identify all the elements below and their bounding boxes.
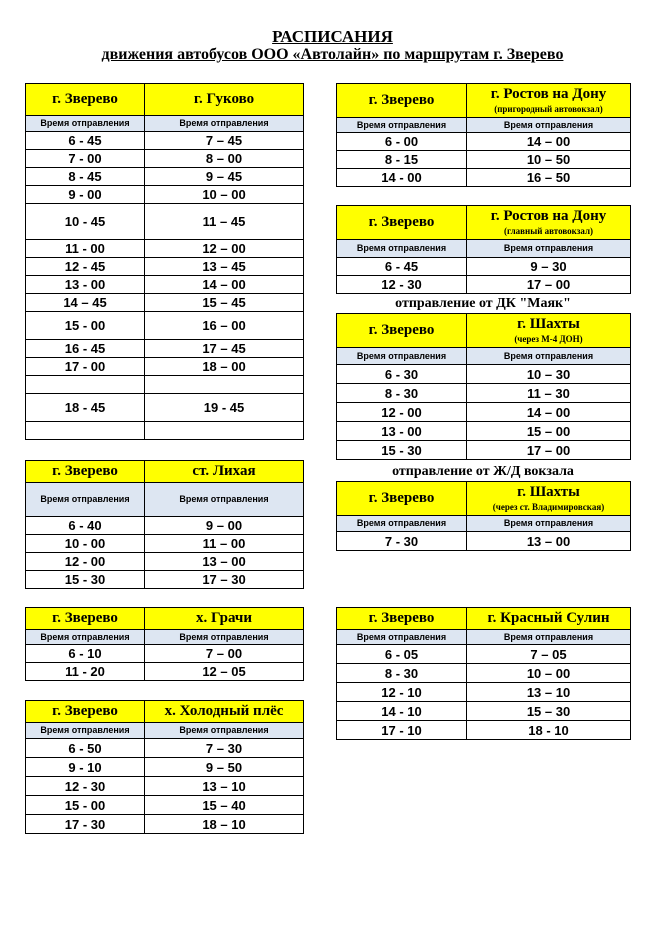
destination-note: (через ст. Владимировская): [492, 501, 605, 512]
table-row: [26, 312, 304, 340]
arrival-time: 17 – 45: [145, 340, 304, 358]
table-row: [26, 571, 304, 589]
departure-label: Время отправления: [26, 116, 145, 132]
table-row: [26, 358, 304, 376]
departure-label: Время отправления: [26, 630, 145, 645]
arrival-time: 13 – 00: [145, 553, 304, 571]
destination-header: х. Грачи: [145, 608, 304, 630]
table-row: [337, 403, 631, 422]
table-row: [26, 150, 304, 168]
table-grachi: [25, 607, 304, 681]
departure-time: 14 - 00: [337, 169, 467, 187]
departure-time: 6 - 05: [337, 645, 467, 664]
table-row: [26, 758, 304, 777]
origin-header: г. Зверево: [26, 608, 145, 630]
departure-time: 14 – 45: [26, 294, 145, 312]
origin-header: г. Зверево: [26, 84, 145, 116]
arrival-time: 7 – 45: [145, 132, 304, 150]
arrival-label: Время отправления: [467, 348, 631, 365]
destination-note: (пригородный автовокзал): [494, 103, 603, 114]
departure-time: 8 - 30: [337, 664, 467, 683]
departure-time: 8 - 15: [337, 151, 467, 169]
table-row: [337, 384, 631, 403]
arrival-time: 19 - 45: [145, 394, 304, 422]
departure-time: 12 - 00: [26, 553, 145, 571]
table-row: [26, 535, 304, 553]
origin-header: г. Зверево: [337, 314, 467, 348]
table-row: [26, 517, 304, 535]
table-row: [26, 663, 304, 681]
table-row: [26, 186, 304, 204]
arrival-time: 10 – 30: [467, 365, 631, 384]
departure-time: 6 - 45: [337, 258, 467, 276]
table-row: [26, 777, 304, 796]
table-shakhty-m4: [336, 313, 631, 460]
departure-label: Время отправления: [337, 118, 467, 133]
arrival-time: 9 – 45: [145, 168, 304, 186]
table-row: [337, 169, 631, 187]
arrival-time: 18 – 10: [145, 815, 304, 834]
departure-label: Время отправления: [337, 630, 467, 645]
arrival-time: 14 – 00: [145, 276, 304, 294]
arrival-label: Время отправления: [467, 118, 631, 133]
departure-time: 6 - 10: [26, 645, 145, 663]
table-rostov-glav: [336, 205, 631, 294]
departure-time: 18 - 45: [26, 394, 145, 422]
table-likhaya: [25, 460, 304, 589]
destination-header: [467, 84, 631, 118]
table-row: [26, 132, 304, 150]
departure-label: Время отправления: [337, 348, 467, 365]
departure-time: 12 - 45: [26, 258, 145, 276]
arrival-time: 17 – 00: [467, 276, 631, 294]
departure-time: 12 - 00: [337, 403, 467, 422]
table-row: [26, 739, 304, 758]
arrival-time: 7 – 05: [467, 645, 631, 664]
table-row: [337, 258, 631, 276]
arrival-time: 7 – 00: [145, 645, 304, 663]
arrival-time: 15 – 30: [467, 702, 631, 721]
arrival-time: 17 – 30: [145, 571, 304, 589]
departure-time: 12 - 30: [337, 276, 467, 294]
arrival-time: 14 – 00: [467, 133, 631, 151]
departure-time: 6 - 40: [26, 517, 145, 535]
departure-time: 11 - 00: [26, 240, 145, 258]
arrival-time: 16 – 00: [145, 312, 304, 340]
departure-time: 7 - 00: [26, 150, 145, 168]
departure-time: 15 - 00: [26, 312, 145, 340]
departure-time: 9 - 00: [26, 186, 145, 204]
table-row: [337, 151, 631, 169]
departure-time: 6 - 50: [26, 739, 145, 758]
table-shakhty-vlad: [336, 481, 631, 551]
destination-header: [467, 482, 631, 516]
origin-header: г. Зверево: [26, 461, 145, 483]
arrival-time: [145, 422, 304, 440]
destination-name: г. Ростов на Дону: [490, 85, 607, 102]
departure-time: 17 - 00: [26, 358, 145, 376]
arrival-time: 9 – 30: [467, 258, 631, 276]
table-row: [337, 422, 631, 441]
destination-name: г. Ростов на Дону: [490, 207, 607, 224]
arrival-time: 11 – 00: [145, 535, 304, 553]
departure-time: 9 - 10: [26, 758, 145, 777]
departure-time: 12 - 10: [337, 683, 467, 702]
arrival-time: [145, 376, 304, 394]
departure-time: [26, 376, 145, 394]
arrival-time: 10 – 00: [467, 664, 631, 683]
departure-time: 13 - 00: [26, 276, 145, 294]
origin-header: г. Зверево: [337, 608, 467, 630]
table-row: [337, 721, 631, 740]
arrival-time: 13 – 10: [467, 683, 631, 702]
destination-note: (через М-4 ДОН): [514, 333, 583, 344]
arrival-time: 15 – 00: [467, 422, 631, 441]
departure-time: 15 - 30: [26, 571, 145, 589]
destination-note: (главный автовокзал): [503, 225, 593, 236]
departure-time: 7 - 30: [337, 532, 467, 551]
origin-header: г. Зверево: [26, 701, 145, 723]
departure-label: Время отправления: [26, 723, 145, 739]
table-row: [26, 815, 304, 834]
table-row: [337, 276, 631, 294]
table-row: [26, 258, 304, 276]
departure-time: 15 - 00: [26, 796, 145, 815]
arrival-time: 17 – 00: [467, 441, 631, 460]
arrival-time: 11 – 30: [467, 384, 631, 403]
origin-header: г. Зверево: [337, 206, 467, 240]
table-row: [26, 240, 304, 258]
arrival-label: Время отправления: [145, 723, 304, 739]
arrival-label: Время отправления: [467, 516, 631, 532]
arrival-label: Время отправления: [145, 483, 304, 517]
arrival-time: 18 - 10: [467, 721, 631, 740]
destination-header: х. Холодный плёс: [145, 701, 304, 723]
table-row: [26, 376, 304, 394]
arrival-time: 10 – 00: [145, 186, 304, 204]
table-row: [337, 702, 631, 721]
arrival-label: Время отправления: [467, 630, 631, 645]
table-row: [337, 365, 631, 384]
departure-time: 17 - 10: [337, 721, 467, 740]
table-row: [337, 532, 631, 551]
departure-time: 6 - 00: [337, 133, 467, 151]
arrival-label: Время отправления: [467, 240, 631, 258]
departure-time: 15 - 30: [337, 441, 467, 460]
destination-header: г. Гуково: [145, 84, 304, 116]
origin-header: г. Зверево: [337, 482, 467, 516]
table-row: [337, 645, 631, 664]
arrival-time: 12 – 00: [145, 240, 304, 258]
arrival-time: 15 – 45: [145, 294, 304, 312]
arrival-time: 9 – 00: [145, 517, 304, 535]
destination-header: г. Красный Сулин: [467, 608, 631, 630]
page-title: РАСПИСАНИЯ: [272, 27, 393, 46]
table-row: [337, 441, 631, 460]
departure-time: 13 - 00: [337, 422, 467, 441]
arrival-time: 13 – 00: [467, 532, 631, 551]
table-row: [26, 294, 304, 312]
destination-header: [467, 314, 631, 348]
arrival-time: 18 – 00: [145, 358, 304, 376]
destination-name: г. Шахты: [517, 483, 580, 500]
arrival-time: 13 – 45: [145, 258, 304, 276]
departure-time: 17 - 30: [26, 815, 145, 834]
table-row: [26, 340, 304, 358]
caption-mayak: отправление от ДК "Маяк": [395, 296, 571, 311]
table-sulin: [336, 607, 631, 740]
departure-label: Время отправления: [26, 483, 145, 517]
arrival-time: 13 – 10: [145, 777, 304, 796]
departure-time: 14 - 10: [337, 702, 467, 721]
arrival-time: 9 – 50: [145, 758, 304, 777]
destination-name: г. Шахты: [517, 315, 580, 332]
departure-time: 16 - 45: [26, 340, 145, 358]
departure-time: 11 - 20: [26, 663, 145, 681]
table-holodny: [25, 700, 304, 834]
arrival-time: 7 – 30: [145, 739, 304, 758]
arrival-time: 14 – 00: [467, 403, 631, 422]
table-row: [26, 422, 304, 440]
table-row: [26, 553, 304, 571]
table-row: [26, 168, 304, 186]
table-row: [337, 664, 631, 683]
departure-time: [26, 422, 145, 440]
departure-time: 6 - 30: [337, 365, 467, 384]
arrival-time: 11 – 45: [145, 204, 304, 240]
arrival-time: 10 – 50: [467, 151, 631, 169]
destination-header: [467, 206, 631, 240]
departure-time: 10 - 45: [26, 204, 145, 240]
table-rostov-prig: [336, 83, 631, 187]
departure-time: 12 - 30: [26, 777, 145, 796]
table-row: [26, 204, 304, 240]
arrival-time: 16 – 50: [467, 169, 631, 187]
table-row: [337, 683, 631, 702]
page-subtitle: движения автобусов ООО «Автолайн» по маршрутам г. Зверево: [101, 46, 564, 63]
caption-vokzal: отправление от Ж/Д вокзала: [392, 464, 574, 479]
arrival-time: 8 – 00: [145, 150, 304, 168]
arrival-label: Время отправления: [145, 630, 304, 645]
arrival-time: 12 – 05: [145, 663, 304, 681]
table-row: [26, 796, 304, 815]
arrival-label: Время отправления: [145, 116, 304, 132]
table-row: [26, 645, 304, 663]
departure-label: Время отправления: [337, 516, 467, 532]
departure-label: Время отправления: [337, 240, 467, 258]
departure-time: 8 - 45: [26, 168, 145, 186]
table-row: [337, 133, 631, 151]
departure-time: 6 - 45: [26, 132, 145, 150]
origin-header: г. Зверево: [337, 84, 467, 118]
departure-time: 10 - 00: [26, 535, 145, 553]
table-gukovo: [25, 83, 304, 440]
table-row: [26, 276, 304, 294]
departure-time: 8 - 30: [337, 384, 467, 403]
arrival-time: 15 – 40: [145, 796, 304, 815]
table-row: [26, 394, 304, 422]
destination-header: ст. Лихая: [145, 461, 304, 483]
